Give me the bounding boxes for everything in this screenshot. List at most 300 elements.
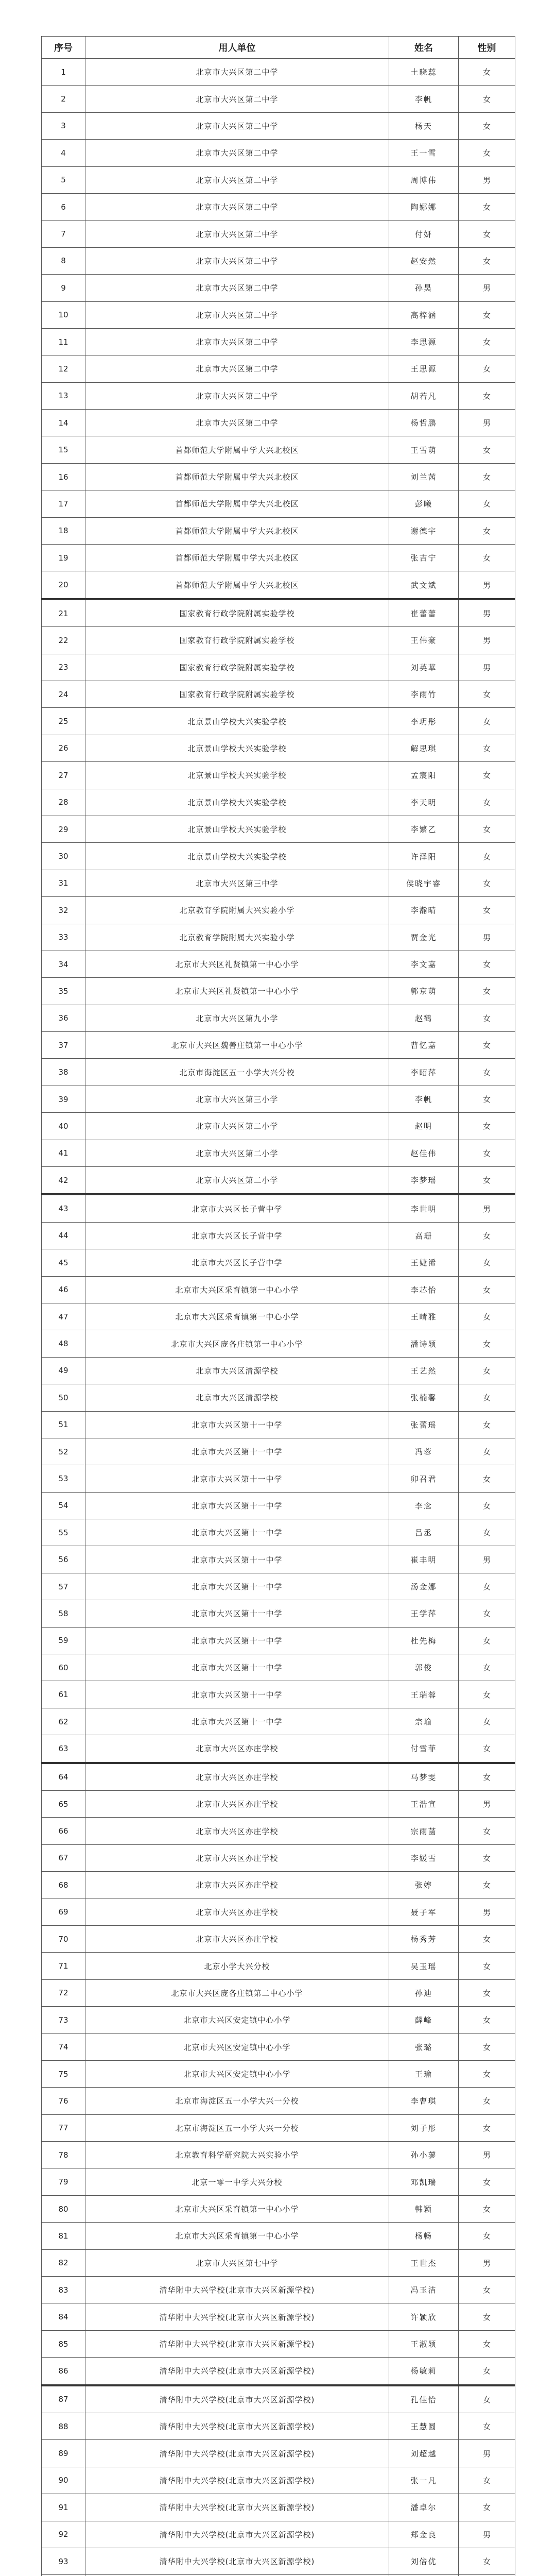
table-row (42, 1492, 515, 1519)
cell-name: 刘子彤 (389, 2114, 459, 2141)
table-row (42, 1059, 515, 1086)
cell-gender: 女 (459, 951, 515, 977)
cell-no: 73 (42, 2007, 85, 2033)
cell-name: 马梦雯 (389, 1763, 459, 1791)
table-row (42, 735, 515, 761)
cell-unit: 北京市大兴区亦庄学校 (85, 1791, 389, 1818)
cell-name: 付妍 (389, 221, 459, 247)
cell-name: 郭俊 (389, 1654, 459, 1681)
table-row (42, 1005, 515, 1031)
cell-unit: 清华附中大兴学校(北京市大兴区新源学校) (85, 2358, 389, 2385)
cell-no: 33 (42, 924, 85, 951)
cell-name: 王雪萌 (389, 436, 459, 463)
header-name: 姓名 (389, 37, 459, 59)
cell-unit: 北京市大兴区第十一中学 (85, 1411, 389, 1438)
cell-unit: 北京市大兴区第二中学 (85, 112, 389, 139)
table-row (42, 1357, 515, 1384)
cell-unit: 首都师范大学附属中学大兴北校区 (85, 436, 389, 463)
cell-gender: 女 (459, 1249, 515, 1276)
cell-gender: 女 (459, 2385, 515, 2413)
cell-name: 王婕浠 (389, 1249, 459, 1276)
cell-name: 赵鹤 (389, 1005, 459, 1031)
table-row (42, 1654, 515, 1681)
cell-gender: 女 (459, 1600, 515, 1627)
cell-unit: 北京市大兴区长子营中学 (85, 1222, 389, 1249)
cell-name: 汤金娜 (389, 1573, 459, 1600)
table-row (42, 1086, 515, 1112)
table-row (42, 140, 515, 166)
cell-gender: 女 (459, 517, 515, 544)
cell-no: 14 (42, 410, 85, 436)
cell-unit: 北京市大兴区第二中学 (85, 59, 389, 86)
cell-name: 吴玉瑶 (389, 1953, 459, 1979)
cell-name: 杜先梅 (389, 1627, 459, 1654)
cell-gender: 女 (459, 193, 515, 220)
table-row (42, 1925, 515, 1952)
cell-name: 彭曦 (389, 490, 459, 517)
cell-no: 37 (42, 1032, 85, 1059)
cell-no: 38 (42, 1059, 85, 1086)
cell-unit: 北京教育科学研究院大兴实验小学 (85, 2142, 389, 2168)
table-row (42, 978, 515, 1005)
table-row (42, 275, 515, 301)
cell-unit: 北京市大兴区亦庄学校 (85, 1925, 389, 1952)
cell-unit: 北京市大兴区第二中学 (85, 382, 389, 409)
cell-no: 41 (42, 1140, 85, 1166)
cell-gender: 女 (459, 2223, 515, 2249)
cell-unit: 清华附中大兴学校(北京市大兴区新源学校) (85, 2440, 389, 2467)
cell-name: 高梓涵 (389, 301, 459, 328)
cell-unit: 清华附中大兴学校(北京市大兴区新源学校) (85, 2277, 389, 2303)
cell-name: 张璐 (389, 2033, 459, 2060)
cell-gender: 女 (459, 2033, 515, 2060)
cell-name: 刘英華 (389, 654, 459, 681)
cell-name: 王艺然 (389, 1357, 459, 1384)
table-row (42, 2060, 515, 2087)
cell-no: 9 (42, 275, 85, 301)
table-row (42, 2385, 515, 2413)
cell-name: 周博伟 (389, 166, 459, 193)
cell-name: 王一雪 (389, 140, 459, 166)
cell-name: 宗雨菡 (389, 1818, 459, 1844)
cell-unit: 清华附中大兴学校(北京市大兴区新源学校) (85, 2413, 389, 2439)
cell-unit: 国家教育行政学院附属实验学校 (85, 599, 389, 627)
roster-sheet (41, 36, 515, 2576)
cell-unit: 北京市大兴区采育镇第一中心小学 (85, 2195, 389, 2222)
cell-gender: 女 (459, 2060, 515, 2087)
cell-unit: 北京市大兴区第十一中学 (85, 1600, 389, 1627)
cell-no: 23 (42, 654, 85, 681)
cell-no: 64 (42, 1763, 85, 1791)
cell-no: 80 (42, 2195, 85, 2222)
cell-gender: 女 (459, 816, 515, 842)
cell-name: 宗瑜 (389, 1708, 459, 1735)
table-row (42, 1546, 515, 1573)
cell-no: 78 (42, 2142, 85, 2168)
cell-gender: 女 (459, 221, 515, 247)
cell-no: 90 (42, 2467, 85, 2494)
cell-gender: 女 (459, 328, 515, 355)
cell-gender: 女 (459, 762, 515, 789)
cell-unit: 北京市大兴区第二小学 (85, 1167, 389, 1195)
cell-no: 36 (42, 1005, 85, 1031)
cell-no: 81 (42, 2223, 85, 2249)
cell-no: 67 (42, 1844, 85, 1871)
cell-unit: 北京市大兴区魏善庄镇第一中心小学 (85, 1032, 389, 1059)
cell-name: 陶娜娜 (389, 193, 459, 220)
cell-no: 82 (42, 2249, 85, 2276)
cell-unit: 北京市大兴区采育镇第一中心小学 (85, 2223, 389, 2249)
cell-unit: 北京市大兴区第十一中学 (85, 1708, 389, 1735)
cell-name: 吕丞 (389, 1519, 459, 1546)
cell-unit: 北京市大兴区第三小学 (85, 1086, 389, 1112)
table-row (42, 490, 515, 517)
header-gender: 性别 (459, 37, 515, 59)
cell-gender: 男 (459, 2142, 515, 2168)
cell-no: 29 (42, 816, 85, 842)
cell-name: 李雨竹 (389, 681, 459, 707)
cell-unit: 清华附中大兴学校(北京市大兴区新源学校) (85, 2548, 389, 2574)
table-row (42, 789, 515, 816)
cell-no: 68 (42, 1872, 85, 1899)
table-row (42, 1791, 515, 1818)
cell-unit: 北京景山学校大兴实验学校 (85, 789, 389, 816)
table-row (42, 112, 515, 139)
cell-unit: 北京市大兴区庞各庄镇第二中心小学 (85, 1979, 389, 2006)
cell-gender: 女 (459, 1844, 515, 1871)
cell-name: 郭京萌 (389, 978, 459, 1005)
cell-gender: 女 (459, 1303, 515, 1330)
cell-no: 42 (42, 1167, 85, 1195)
cell-name: 赵安然 (389, 247, 459, 274)
cell-unit: 北京市大兴区第二中学 (85, 355, 389, 382)
cell-gender: 女 (459, 2007, 515, 2033)
cell-no: 20 (42, 571, 85, 599)
cell-gender: 女 (459, 2413, 515, 2439)
cell-no: 87 (42, 2385, 85, 2413)
cell-name: 崔丰明 (389, 1546, 459, 1573)
cell-unit: 北京市大兴区第二中学 (85, 193, 389, 220)
cell-gender: 女 (459, 2494, 515, 2521)
cell-name: 张一凡 (389, 2467, 459, 2494)
cell-gender: 女 (459, 1708, 515, 1735)
table-row (42, 1573, 515, 1600)
table-row (42, 2277, 515, 2303)
cell-unit: 北京景山学校大兴实验学校 (85, 708, 389, 735)
cell-no: 66 (42, 1818, 85, 1844)
table-row (42, 2413, 515, 2439)
table-row (42, 1979, 515, 2006)
cell-unit: 北京市大兴区第二中学 (85, 410, 389, 436)
cell-name: 杨畅 (389, 2223, 459, 2249)
cell-no: 51 (42, 1411, 85, 1438)
cell-name: 李文嘉 (389, 951, 459, 977)
cell-no: 18 (42, 517, 85, 544)
cell-unit: 清华附中大兴学校(北京市大兴区新源学校) (85, 2521, 389, 2548)
cell-unit: 北京市海淀区五一小学大兴一分校 (85, 2088, 389, 2114)
cell-gender: 女 (459, 1005, 515, 1031)
cell-no: 4 (42, 140, 85, 166)
table-row (42, 166, 515, 193)
cell-unit: 北京市大兴区第十一中学 (85, 1627, 389, 1654)
cell-no: 88 (42, 2413, 85, 2439)
cell-name: 王思源 (389, 355, 459, 382)
cell-no: 58 (42, 1600, 85, 1627)
cell-name: 王瑜 (389, 2060, 459, 2087)
table-body (42, 59, 515, 2576)
cell-unit: 北京市大兴区第二中学 (85, 275, 389, 301)
table-row (42, 59, 515, 86)
cell-gender: 女 (459, 1411, 515, 1438)
cell-gender: 女 (459, 2195, 515, 2222)
table-row (42, 2007, 515, 2033)
cell-no: 56 (42, 1546, 85, 1573)
cell-no: 5 (42, 166, 85, 193)
cell-name: 张婷 (389, 1872, 459, 1899)
cell-unit: 北京市大兴区第二中学 (85, 86, 389, 112)
cell-gender: 女 (459, 2330, 515, 2357)
table-row (42, 1899, 515, 1925)
table-row (42, 2088, 515, 2114)
table-row (42, 221, 515, 247)
cell-gender: 女 (459, 1925, 515, 1952)
roster-table (41, 36, 515, 2576)
cell-no: 53 (42, 1465, 85, 1492)
cell-no: 30 (42, 843, 85, 870)
cell-gender: 男 (459, 571, 515, 599)
cell-name: 杨哲鹏 (389, 410, 459, 436)
cell-unit: 首都师范大学附属中学大兴北校区 (85, 545, 389, 571)
cell-unit: 北京景山学校大兴实验学校 (85, 816, 389, 842)
cell-unit: 北京市大兴区庞各庄镇第一中心小学 (85, 1330, 389, 1357)
cell-gender: 女 (459, 1763, 515, 1791)
table-row (42, 681, 515, 707)
cell-unit: 北京市大兴区第十一中学 (85, 1573, 389, 1600)
table-row (42, 2142, 515, 2168)
cell-no: 43 (42, 1194, 85, 1222)
cell-name: 王晴雅 (389, 1303, 459, 1330)
cell-gender: 女 (459, 897, 515, 924)
cell-unit: 清华附中大兴学校(北京市大兴区新源学校) (85, 2303, 389, 2330)
cell-unit: 北京市大兴区采育镇第一中心小学 (85, 1303, 389, 1330)
cell-unit: 北京市大兴区长子营中学 (85, 1249, 389, 1276)
cell-gender: 女 (459, 355, 515, 382)
table-row (42, 1844, 515, 1871)
cell-gender: 女 (459, 247, 515, 274)
cell-no: 89 (42, 2440, 85, 2467)
cell-gender: 女 (459, 735, 515, 761)
cell-name: 孟宸阳 (389, 762, 459, 789)
cell-name: 高珊 (389, 1222, 459, 1249)
cell-no: 12 (42, 355, 85, 382)
cell-unit: 北京市大兴区第十一中学 (85, 1519, 389, 1546)
cell-name: 张蕾瑶 (389, 1411, 459, 1438)
cell-unit: 国家教育行政学院附属实验学校 (85, 654, 389, 681)
table-row (42, 1627, 515, 1654)
cell-unit: 北京市大兴区第二中学 (85, 140, 389, 166)
table-row (42, 355, 515, 382)
cell-no: 70 (42, 1925, 85, 1952)
table-row (42, 951, 515, 977)
header-row (42, 37, 515, 59)
cell-gender: 女 (459, 789, 515, 816)
cell-no: 25 (42, 708, 85, 735)
cell-gender: 女 (459, 1357, 515, 1384)
cell-gender: 女 (459, 86, 515, 112)
cell-gender: 女 (459, 1330, 515, 1357)
cell-gender: 女 (459, 1438, 515, 1465)
cell-no: 49 (42, 1357, 85, 1384)
cell-name: 武文斌 (389, 571, 459, 599)
cell-no: 74 (42, 2033, 85, 2060)
cell-name: 王浩宣 (389, 1791, 459, 1818)
cell-gender: 男 (459, 1791, 515, 1818)
cell-no: 85 (42, 2330, 85, 2357)
cell-no: 31 (42, 870, 85, 896)
cell-no: 35 (42, 978, 85, 1005)
cell-unit: 北京市海淀区五一小学大兴一分校 (85, 2114, 389, 2141)
cell-no: 71 (42, 1953, 85, 1979)
cell-unit: 北京市大兴区第二小学 (85, 1113, 389, 1140)
cell-gender: 女 (459, 436, 515, 463)
cell-gender: 男 (459, 1194, 515, 1222)
cell-no: 83 (42, 2277, 85, 2303)
cell-gender: 女 (459, 2467, 515, 2494)
cell-name: 赵佳伟 (389, 1140, 459, 1166)
table-row (42, 301, 515, 328)
table-row (42, 1735, 515, 1763)
cell-name: 付雪菲 (389, 1735, 459, 1763)
cell-gender: 女 (459, 1681, 515, 1708)
cell-gender: 女 (459, 1032, 515, 1059)
cell-name: 许颖欣 (389, 2303, 459, 2330)
table-row (42, 1708, 515, 1735)
cell-no: 65 (42, 1791, 85, 1818)
cell-name: 张吉宁 (389, 545, 459, 571)
cell-no: 59 (42, 1627, 85, 1654)
cell-no: 26 (42, 735, 85, 761)
cell-name: 孙小蓼 (389, 2142, 459, 2168)
table-row (42, 247, 515, 274)
cell-name: 杨敏莉 (389, 2358, 459, 2385)
cell-name: 李繁乙 (389, 816, 459, 842)
cell-unit: 北京市大兴区亦庄学校 (85, 1735, 389, 1763)
cell-gender: 男 (459, 924, 515, 951)
cell-gender: 女 (459, 1654, 515, 1681)
cell-no: 50 (42, 1384, 85, 1411)
cell-name: 李曹琪 (389, 2088, 459, 2114)
cell-unit: 北京市大兴区第十一中学 (85, 1681, 389, 1708)
table-row (42, 2358, 515, 2385)
cell-gender: 女 (459, 59, 515, 86)
cell-no: 17 (42, 490, 85, 517)
cell-name: 李帆 (389, 86, 459, 112)
table-row (42, 1249, 515, 1276)
cell-name: 孙昊 (389, 275, 459, 301)
table-row (42, 1438, 515, 1465)
table-row (42, 571, 515, 599)
cell-gender: 男 (459, 654, 515, 681)
cell-unit: 清华附中大兴学校(北京市大兴区新源学校) (85, 2494, 389, 2521)
table-row (42, 517, 515, 544)
cell-name: 贾金光 (389, 924, 459, 951)
cell-unit: 北京市大兴区第十一中学 (85, 1492, 389, 1519)
cell-gender: 女 (459, 301, 515, 328)
cell-no: 15 (42, 436, 85, 463)
cell-name: 胡若凡 (389, 382, 459, 409)
table-row (42, 1032, 515, 1059)
cell-no: 52 (42, 1438, 85, 1465)
table-row (42, 2521, 515, 2548)
cell-unit: 北京教育学院附属大兴实验小学 (85, 897, 389, 924)
cell-gender: 女 (459, 2088, 515, 2114)
header-unit: 用人单位 (85, 37, 389, 59)
cell-no: 19 (42, 545, 85, 571)
table-row (42, 436, 515, 463)
cell-name: 许泽阳 (389, 843, 459, 870)
table-row (42, 2033, 515, 2060)
cell-gender: 女 (459, 2114, 515, 2141)
cell-no: 6 (42, 193, 85, 220)
cell-unit: 北京市大兴区第二小学 (85, 1140, 389, 1166)
cell-no: 45 (42, 1249, 85, 1276)
cell-name: 谢德宇 (389, 517, 459, 544)
cell-unit: 北京市大兴区亦庄学校 (85, 1899, 389, 1925)
cell-gender: 男 (459, 1899, 515, 1925)
table-row (42, 924, 515, 951)
cell-unit: 北京景山学校大兴实验学校 (85, 735, 389, 761)
table-row (42, 1465, 515, 1492)
cell-no: 39 (42, 1086, 85, 1112)
cell-unit: 北京市大兴区第二中学 (85, 166, 389, 193)
cell-name: 聂子军 (389, 1899, 459, 1925)
table-row (42, 1411, 515, 1438)
cell-name: 冯玉洁 (389, 2277, 459, 2303)
table-row (42, 1276, 515, 1303)
table-row (42, 1763, 515, 1791)
cell-no: 16 (42, 463, 85, 490)
table-header (42, 37, 515, 59)
cell-unit: 北京市大兴区第九小学 (85, 1005, 389, 1031)
table-row (42, 2494, 515, 2521)
cell-name: 孔佳怡 (389, 2385, 459, 2413)
cell-name: 崔蕾蕾 (389, 599, 459, 627)
cell-no: 91 (42, 2494, 85, 2521)
cell-no: 61 (42, 1681, 85, 1708)
table-row (42, 1519, 515, 1546)
cell-name: 潘卓尔 (389, 2494, 459, 2521)
cell-no: 48 (42, 1330, 85, 1357)
cell-gender: 女 (459, 1492, 515, 1519)
cell-gender: 女 (459, 1953, 515, 1979)
table-row (42, 627, 515, 654)
cell-no: 57 (42, 1573, 85, 1600)
cell-no: 93 (42, 2548, 85, 2574)
cell-no: 47 (42, 1303, 85, 1330)
cell-gender: 男 (459, 166, 515, 193)
cell-no: 27 (42, 762, 85, 789)
cell-no: 2 (42, 86, 85, 112)
table-row (42, 2548, 515, 2574)
cell-unit: 国家教育行政学院附属实验学校 (85, 627, 389, 654)
cell-name: 曹忆嘉 (389, 1032, 459, 1059)
cell-unit: 北京市大兴区亦庄学校 (85, 1763, 389, 1791)
cell-gender: 男 (459, 2521, 515, 2548)
cell-unit: 北京市大兴区第二中学 (85, 301, 389, 328)
table-row (42, 1222, 515, 1249)
cell-name: 李玥彤 (389, 708, 459, 735)
cell-no: 75 (42, 2060, 85, 2087)
